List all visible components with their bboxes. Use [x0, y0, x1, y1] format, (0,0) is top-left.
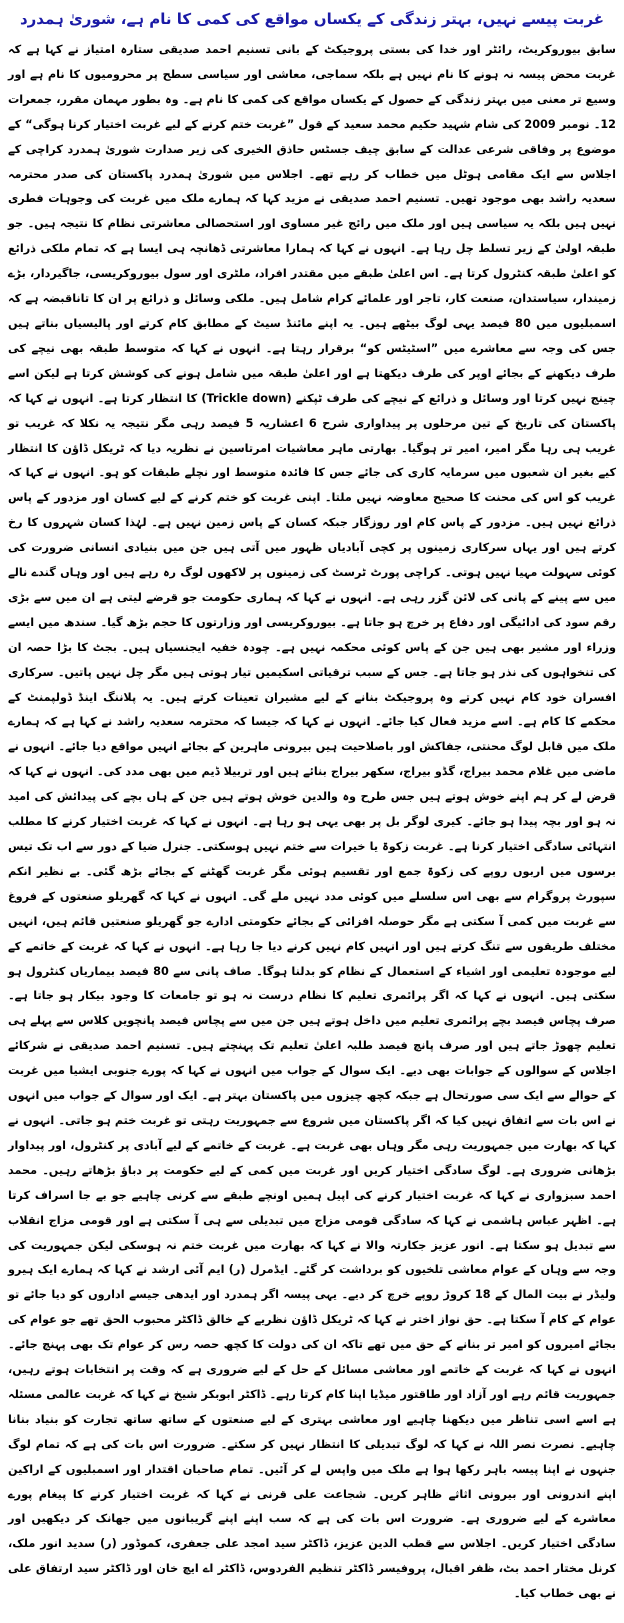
article-body: سابق بیوروکریٹ، رائٹر اور خدا کی بستی پروجیکٹ کے بانی تسنیم احمد صدیقی ستارہ امتیاز نے کہا ہے کہ غربت محض پیسہ نہ ہونے کا نام نہیں ہے بلکہ سماجی، معاشی اور سیاسی سطح پر محرومیوں کا نام ہے اور وسیع تر معنی میں بہتر زندگی کے حصول کے یکساں مواقع کی کمی کا نام ہے۔ وہ بطور مہمان مقرر، جمعرات 12۔ نومبر 2009 کی شام شہید حکیم محمد سعید کے قول ”غربت ختم کرنے کے لیے غربت اختیار کرنا ہوگی“ کے موضوع پر وفاقی شرعی عدالت کے سابق چیف جسٹس حاذق الخیری کی زیر صدارت شوریٰ ہمدرد کراچی کے اجلاس سے ایک مقامی ہوٹل میں خطاب کر رہے تھے۔ اجلاس میں شوریٰ ہمدرد پاکستان کی صدر محترمہ سعدیہ راشد بھی موجود تھیں۔ تسنیم احمد صدیقی نے مزید کہا کہ ہمارے ملک میں غربت کی وجوہات فطری نہیں ہیں بلکہ یہ سیاسی ہیں اور ملک میں رائج غیر مساوی اور استحصالی معاشرتی نظام کا نتیجہ ہیں۔ جو طبقہ اولیٰ کے زیر تسلط چل رہا ہے۔ انہوں نے کہا کہ ہمارا معاشرتی ڈھانچہ ہی ایسا ہے کہ تمام ملکی ذرائع کو اعلیٰ طبقہ کنٹرول کرتا ہے۔ اس اعلیٰ طبقے میں مقتدر افراد، ملٹری اور سول بیوروکریسی، جاگیردار، بڑے زمیندار، سیاستدان، صنعت کار، تاجر اور علمائے کرام شامل ہیں۔ ملکی وسائل و ذرائع پر ان کا تاناقبضہ ہے کہ اسمبلیوں میں 80 فیصد یہی لوگ بیٹھے ہیں۔ یہ اپنے مائنڈ سیٹ کے مطابق کام کرتے اور پالیسیاں بناتے ہیں جس کی وجہ سے معاشرے میں ”اسٹیٹس کو“ برقرار رہتا ہے۔ انہوں نے کہا کہ متوسط طبقہ بھی نیچے کی طرف دیکھنے کے بجائے اوپر کی طرف دیکھتا ہے اور اعلیٰ طبقہ میں شامل ہونے کی کوشش کرتا ہے لیکن اسے چینج نہیں کرتا اور وسائل و ذرائع کے نیچے کی طرف ٹپکنے (Trickle down) کا انتظار کرتا ہے۔ انہوں نے کہا کہ پاکستان کی تاریخ کے تین مرحلوں پر پیداواری شرح 6 اعشاریہ 5 فیصد رہی مگر نتیجہ یہ نکلا کہ غریب تو غریب ہی رہا مگر امیر، امیر تر ہوگیا۔ بھارتی ماہر معاشیات امرتاسین نے نظریہ دیا کہ ٹریکل ڈاؤن کا انتظار کیے بغیر ان شعبوں میں سرمایہ کاری کی جائے جس کا فائدہ متوسط اور نچلے طبقات کو ہو۔ انہوں نے کہا کہ غریب کو اس کی محنت کا صحیح معاوضہ نہیں ملتا۔ اپنی غربت کو ختم کرنے کے لیے کسان اور مزدور کے پاس ذرائع نہیں ہیں۔ مزدور کے پاس کام اور روزگار جبکہ کسان کے پاس زمین نہیں ہے۔ لہٰذا کسان شہروں کا رخ کرتے ہیں اور یہاں سرکاری زمینوں پر کچی آبادیاں ظہور میں آتی ہیں جن میں بنیادی انسانی ضرورت کی کوئی سہولت مہیا نہیں ہوتی۔ کراچی پورٹ ٹرسٹ کی زمینوں پر لاکھوں لوگ رہ رہے ہیں اور وہاں گندے نالے میں سے پینے کے پانی کی لائن گزر رہی ہے۔ انہوں نے کہا کہ ہماری حکومت جو قرضے لیتی ہے ان میں سے بڑی رقم سود کی ادائیگی اور دفاع پر خرچ ہو جاتا ہے۔ بیوروکریسی اور وزارتوں کا حجم بڑھ گیا۔ سندھ میں ایسے وزراء اور مشیر بھی ہیں جن کے پاس کوئی محکمہ نہیں ہے۔ چودہ خفیہ ایجنسیاں ہیں۔ بجٹ کا بڑا حصہ ان کی تنخواہوں کی نذر ہو جاتا ہے۔ جس کے سبب ترقیاتی اسکیمیں تیار ہوتی ہیں مگر چل نہیں پاتیں۔ سرکاری افسران خود کام نہیں کرتے وہ پروجیکٹ بنانے کے لیے مشیران تعینات کرتے ہیں۔ یہ پلاننگ اینڈ ڈولپمنٹ کے محکمے کا کام ہے۔ اسے مزید فعال کیا جائے۔ انہوں نے کہا کہ جیسا کہ محترمہ سعدیہ راشد نے کہا ہے کہ ہمارے ملک میں قابل لوگ محنتی، جفاکش اور باصلاحیت ہیں بیرونی ماہرین کے بجائے انہیں مواقع دیا جائے۔ انہوں نے ماضی میں غلام محمد بیراج، گڈو بیراج، سکھر بیراج بنائے ہیں اور تربیلا ڈیم میں بھی مدد کی۔ انہوں نے کہا کہ قرض لے کر ہم اپنے خوش ہوتے ہیں جس طرح وہ والدین خوش ہوتے ہیں جن کے ہاں بچے کی پیدائش کی امید نہ ہو اور بچہ پیدا ہو جائے۔ کیری لوگر بل پر بھی یہی ہو رہا ہے۔ انہوں نے کہا کہ غربت اختیار کرنے کا مطلب انتہائی سادگی اختیار کرنا ہے۔ غربت زکوۃ یا خیرات سے ختم نہیں ہوسکتی۔ جنرل ضیا کے دور سے اب تک تیس برسوں میں اربوں روپے کی زکوۃ جمع اور تقسیم ہوئی مگر غربت گھٹنے کے بجائے بڑھ گئی۔ بے نظیر انکم سپورٹ پروگرام سے بھی اس سلسلے میں کوئی مدد نہیں ملے گی۔ انہوں نے کہا کہ گھریلو صنعتوں کے فروغ سے غربت میں کمی آ سکتی ہے مگر حوصلہ افزائی کے بجائے حکومتی ادارے جو گھریلو صنعتیں قائم ہیں، انہیں مختلف طریقوں سے تنگ کرتے ہیں اور انہیں کام نہیں کرنے دیا جا رہا ہے۔ انہوں نے کہا کہ غربت کے خاتمے کے لیے موجودہ تعلیمی اور اشیاء کے استعمال کے نظام کو بدلنا ہوگا۔ صاف پانی سے 80 فیصد بیماریاں کنٹرول ہو سکتی ہیں۔ انہوں نے کہا کہ اگر پرائمری تعلیم کا نظام درست نہ ہو تو جامعات کا وجود بیکار ہو جاتا ہے۔ صرف پچاس فیصد بچے پرائمری تعلیم میں داخل ہوتے ہیں جن میں سے پچاس فیصد پانچویں کلاس سے پہلے ہی تعلیم چھوڑ جاتے ہیں اور صرف پانچ فیصد طلبہ اعلیٰ تعلیم تک پہنچتے ہیں۔ تسنیم احمد صدیقی نے شرکائے اجلاس کے سوالوں کے جوابات بھی دیے۔ ایک سوال کے جواب میں انہوں نے کہا کہ پورے جنوبی ایشیا میں غربت کے حوالے سے ایک سی صورتحال ہے جبکہ کچھ چیزوں میں پاکستان بہتر ہے۔ ایک اور سوال کے جواب میں انہوں نے اس بات سے اتفاق نہیں کیا کہ اگر پاکستان میں شروع سے جمہوریت رہتی تو غربت ختم ہو جاتی۔ انہوں نے کہا کہ بھارت میں جمہوریت رہی مگر وہاں بھی غربت ہے۔ غربت کے خاتمے کے لیے آبادی پر کنٹرول، اور پیداوار بڑھانی ضروری ہے۔ لوگ سادگی اختیار کریں اور غربت میں کمی کے لیے حکومت پر دباؤ بڑھاتے رہیں۔ محمد احمد سبزواری نے کہا کہ غربت اختیار کرنے کی اپیل ہمیں اونچے طبقے سے کرنی چاہیے جو بے جا اسراف کرتا ہے۔ اظہر عباس ہاشمی نے کہا کہ سادگی قومی مزاج میں تبدیلی سے ہی آ سکتی ہے اور قومی مزاج انقلاب سے تبدیل ہو سکتا ہے۔ انور عزیز جکارتہ والا نے کہا کہ بھارت میں غربت ختم نہ ہوسکی لیکن جمہوریت کی وجہ سے وہاں کے عوام معاشی تلخیوں کو برداشت کر گئے۔ ایڈمرل (ر) ایم آئی ارشد نے کہا کہ ہمارے ایک ہیرو ولیڈر نے بیت المال کے 18 کروڑ روپے خرچ کر دیے۔ یہی پیسہ اگر ہمدرد اور ایدھی جیسے اداروں کو دیا جائے تو عوام کے کام آ سکتا ہے۔ حق نواز اختر نے کہا کہ ٹریکل ڈاؤن نظریے کے خالق ڈاکٹر محبوب الحق تھے جو عوام کی بجائے امیروں کو امیر تر بنانے کے حق میں تھے تاکہ ان کی دولت کا کچھ حصہ رس کر عوام تک بھی پہنچ جائے۔ انہوں نے کہا کہ غربت کے خاتمے اور معاشی مسائل کے حل کے لیے ضروری ہے کہ وقت پر انتخابات ہوتے رہیں، جمہوریت قائم رہے اور آزاد اور طاقتور میڈیا اپنا کام کرتا رہے۔ ڈاکٹر ابوبکر شیخ نے کہا کہ غربت عالمی مسئلہ ہے اسے اسی تناظر میں دیکھنا چاہیے اور معاشی بہتری کے لیے صنعتوں کے ساتھ ساتھ تجارت کو بنیاد بنانا چاہیے۔ نصرت نصر اللہ نے کہا کہ لوگ تبدیلی کا انتظار نہیں کر سکتے۔ ضرورت اس بات کی ہے کہ تمام لوگ جنہوں نے اپنا پیسہ باہر رکھا ہوا ہے ملک میں واپس لے کر آئیں۔ تمام صاحبان اقتدار اور اسمبلیوں کے اراکین اپنے اندرونی اور بیرونی اثاثے ظاہر کریں۔ شجاعت علی قرنی نے کہا کہ غربت اختیار کرنے کا پیغام پورے معاشرے کے لیے ضروری ہے۔ ضرورت اس بات کی ہے کہ سب اپنے اپنے گریبانوں میں جھانک کر دیکھیں اور سادگی اختیار کریں۔ اجلاس سے قطب الدین عزیز، ڈاکٹر سید امجد علی جعفری، کموڈور (ر) سدید انور ملک، کرنل مختار احمد بٹ، ظفر اقبال، پروفیسر ڈاکٹر تنظیم الفردوس، ڈاکٹر اے ایچ خان اور ڈاکٹر سید ارتفاق علی نے بھی خطاب کیا۔ [8, 43, 616, 1601]
article-headline: غربت پیسے نہیں، بہتر زندگی کے یکساں مواقع کی کمی کا نام ہے، شوریٰ ہمدرد [19, 10, 605, 28]
